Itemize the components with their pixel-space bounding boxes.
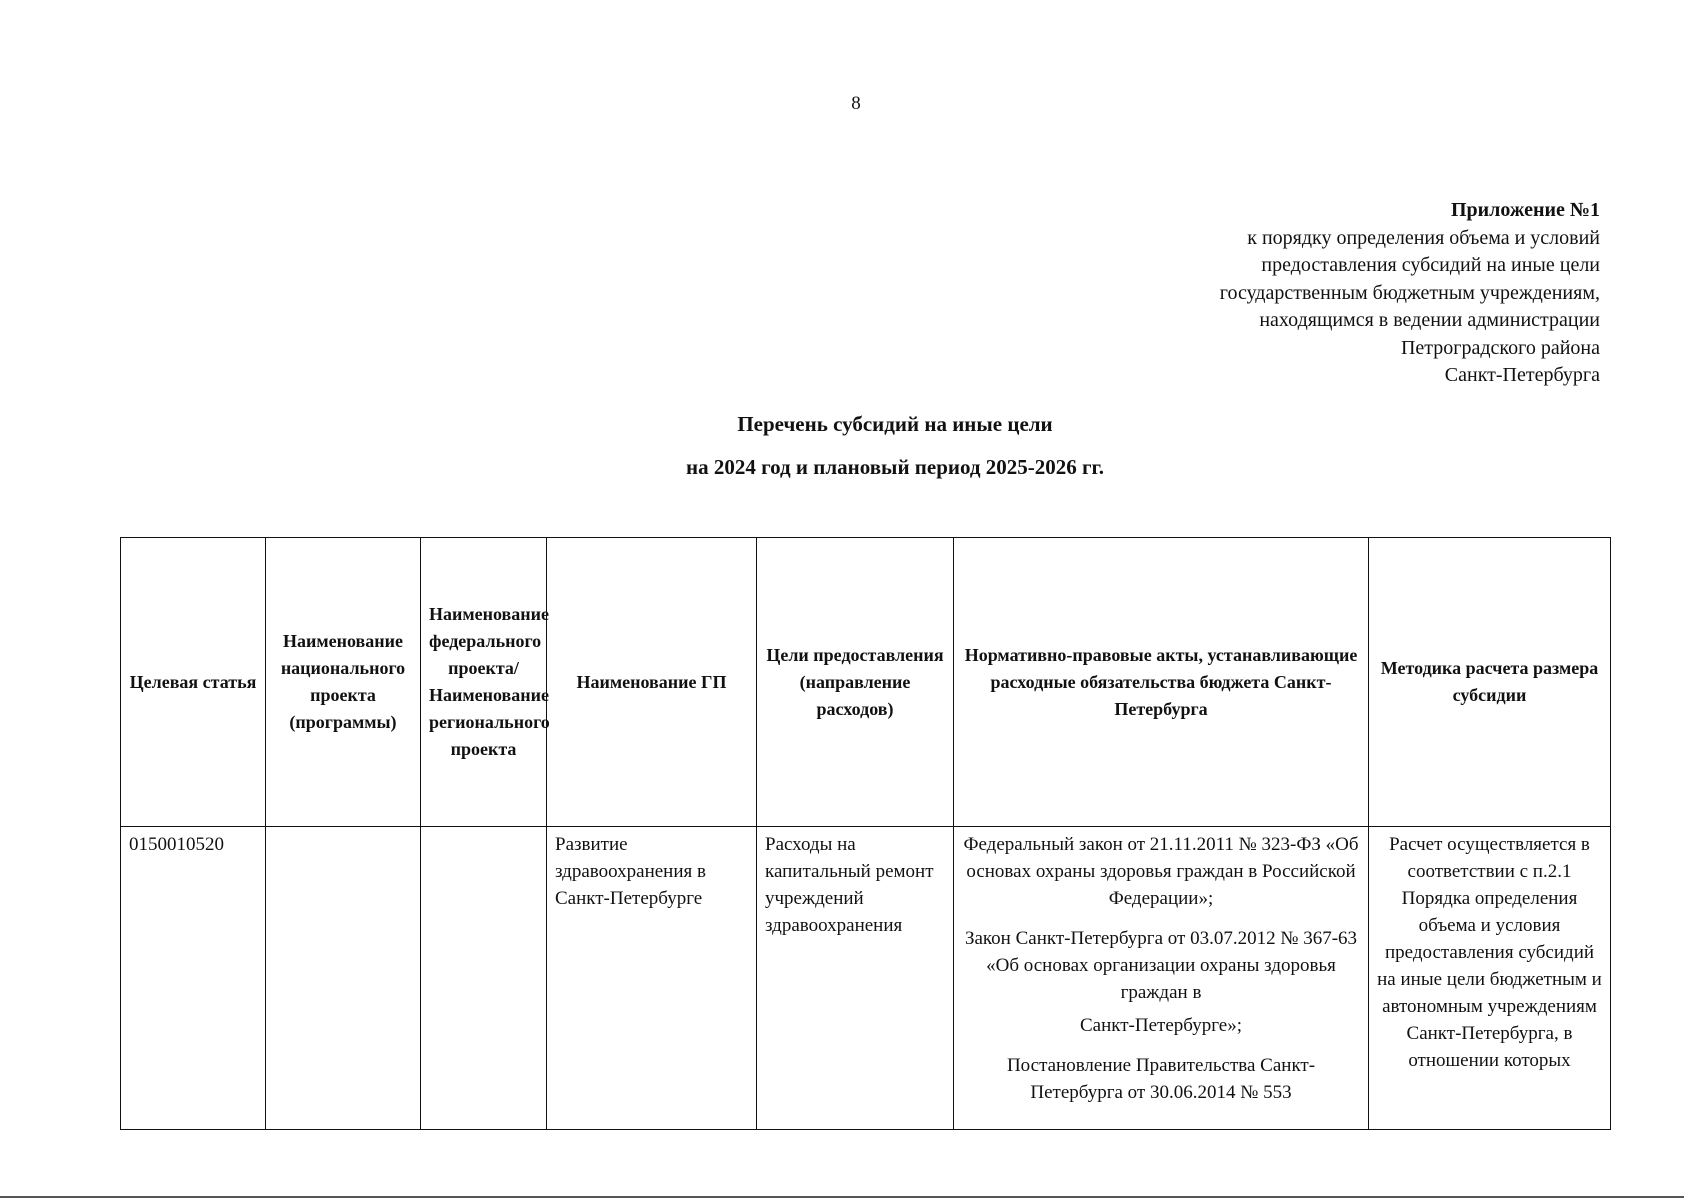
header-calculation-method: Методика расчета размера субсидии <box>1369 538 1611 827</box>
document-title: Перечень субсидий на иные цели <box>737 412 1053 436</box>
cell-target-article: 0150010520 <box>121 827 266 1130</box>
appendix-line: государственным бюджетным учреждениям, <box>1219 281 1600 304</box>
legal-act: Федеральный закон от 21.11.2011 № 323-ФЗ «Об основах охраны здоровья граждан в Российской Федерации»; <box>963 834 1359 909</box>
appendix-line: к порядку определения объема и условий <box>1247 226 1600 249</box>
document-subtitle: на 2024 год и плановый период 2025-2026 гг. <box>686 455 1104 479</box>
appendix-line: находящимся в ведении администрации <box>1259 309 1600 331</box>
appendix-line: Петроградского района <box>1400 336 1600 359</box>
table-header-row <box>121 538 1611 827</box>
cell-gp-name: Развитие здравоохранения в Санкт-Петербурге <box>547 827 757 1130</box>
cell-national-project <box>266 827 421 1130</box>
header-target-article: Целевая статья <box>121 538 266 827</box>
cell-legal-acts <box>954 827 1369 1130</box>
appendix-line: Санкт-Петербурга <box>1444 364 1600 386</box>
header-legal-acts: Нормативно-правовые акты, устанавливающие расходные обязательства бюджета Санкт-Петербурга <box>954 538 1369 827</box>
legal-act: Закон Санкт-Петербурга от 03.07.2012 № 367-63 «Об основах организации охраны здоровья граждан в <box>964 928 1358 1003</box>
header-gp-name: Наименование ГП <box>547 538 757 827</box>
header-national-project: Наименование национального проекта (программы) <box>266 538 421 827</box>
cell-calculation-method: Расчет осуществляется в соответствии с п.2.1 Порядка определения объема и условия предоставления субсидий на иные цели бюджетным и автономным учреждениям Санкт-Петербурга, в отношении которых <box>1369 827 1611 1130</box>
appendix-line: предоставления субсидий на иные цели <box>1261 254 1600 276</box>
legal-act: Санкт-Петербурге»; <box>1080 1015 1242 1036</box>
page-number: 8 <box>851 93 861 114</box>
header-federal-project: Наименование федерального проекта/ Наименование регионального проекта <box>421 538 547 827</box>
table-row <box>121 827 1611 1130</box>
cell-federal-project <box>421 827 547 1130</box>
appendix-header <box>1040 197 1600 390</box>
legal-act: Постановление Правительства Санкт-Петербурга от 30.06.2014 № 553 <box>1006 1055 1316 1103</box>
cell-purpose: Расходы на капитальный ремонт учреждений здравоохранения <box>757 827 954 1130</box>
page-bottom-rule <box>0 1196 1684 1198</box>
appendix-title: Приложение №1 <box>1450 199 1600 221</box>
header-purpose: Цели предоставления (направление расходов) <box>757 538 954 827</box>
subsidies-table <box>120 537 1611 1130</box>
